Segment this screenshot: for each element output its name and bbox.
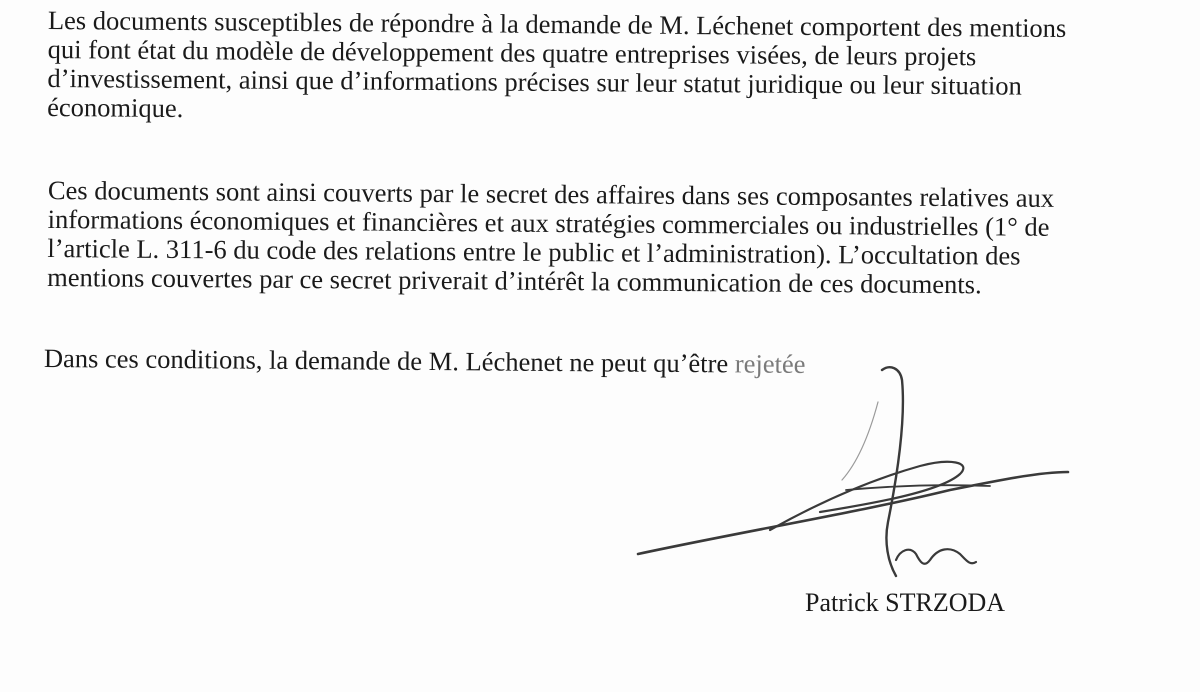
text-line: mentions couvertes par ce secret priverait d’intérêt la communication de ces documents. xyxy=(47,261,982,300)
text-line: qui font état du modèle de développement des quatre entreprises visées, de leurs projets xyxy=(47,33,977,72)
text-line: Les documents susceptibles de répondre à la demande de M. Léchenet comportent des mentions xyxy=(47,5,1067,43)
text-line: économique. xyxy=(47,91,184,124)
handwritten-signature xyxy=(620,362,1090,592)
text-line: Ces documents sont ainsi couverts par le secret des affaires dans ses composantes relatives aux xyxy=(47,175,1055,213)
text-line: d’investissement, ainsi que d’informations précises sur leur statut juridique ou leur situation xyxy=(47,62,1022,101)
paragraph-business-secret xyxy=(47,176,1152,301)
signer-name: Patrick STRZODA xyxy=(805,588,1006,617)
conclusion-text: Dans ces conditions, la demande de M. Léchenet ne peut qu’être xyxy=(43,343,735,379)
conclusion-faded-word: rejetée xyxy=(734,348,806,379)
text-line: informations économiques et financières et aux stratégies commerciales ou industrielles (1° de xyxy=(47,203,1050,242)
text-line: l’article L. 311-6 du code des relations entre le public et l’administration). L’occultation des xyxy=(47,232,1021,271)
paragraph-secret-mentions xyxy=(47,6,1152,131)
